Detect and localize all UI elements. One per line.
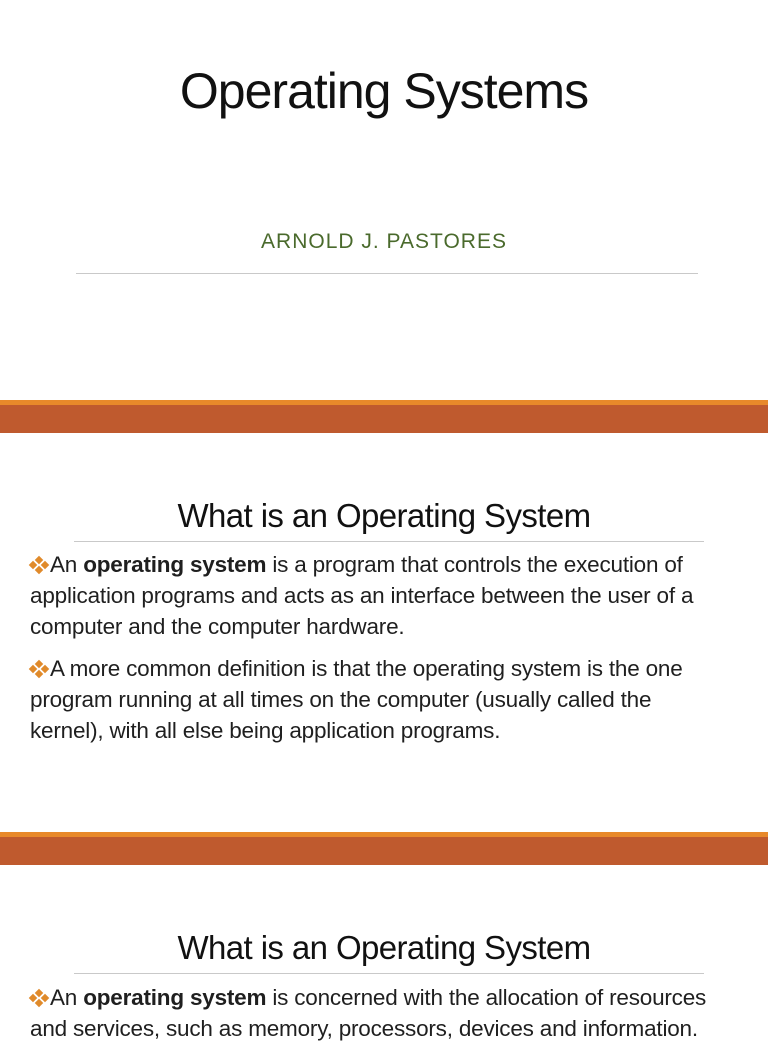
- four-diamond-bullet-icon: [30, 990, 48, 1006]
- title-slide: [0, 0, 768, 400]
- bullet-text: A more common definition is that the operating system is the one program running at all times on the computer (usually called the kernel), with all else being application programs.: [30, 656, 683, 743]
- bullet-item: [30, 982, 730, 1044]
- bullet-text-post: is a program that controls the execution of application programs and acts as an interface between the user of a computer and the computer hardware.: [30, 552, 694, 639]
- bullet-item: [30, 653, 730, 746]
- bullet-list: [30, 982, 730, 1055]
- heading-divider: [74, 541, 704, 542]
- bullet-text-pre: An: [50, 985, 84, 1010]
- bullet-text-bold: operating system: [83, 985, 267, 1010]
- slide-heading: What is an Operating System: [177, 929, 591, 966]
- bullet-item: [30, 549, 730, 642]
- heading-divider: [74, 973, 704, 974]
- bullet-list: [30, 549, 730, 757]
- title-divider: [76, 273, 698, 274]
- slide-separator: [0, 400, 768, 433]
- bullet-text-bold: operating system: [83, 552, 267, 577]
- author-name: ARNOLD J. PASTORES: [261, 230, 507, 253]
- four-diamond-bullet-icon: [30, 557, 48, 573]
- presentation-title: Operating Systems: [179, 63, 589, 119]
- bullet-text-pre: An: [50, 552, 84, 577]
- slide-heading: What is an Operating System: [177, 497, 591, 534]
- four-diamond-bullet-icon: [30, 661, 48, 677]
- allocation-slide: [0, 865, 768, 1041]
- definition-slide: [0, 433, 768, 832]
- bullet-text-post: is concerned with the allocation of resources and services, such as memory, processors, devices and information.: [30, 985, 707, 1041]
- slide-separator: [0, 832, 768, 865]
